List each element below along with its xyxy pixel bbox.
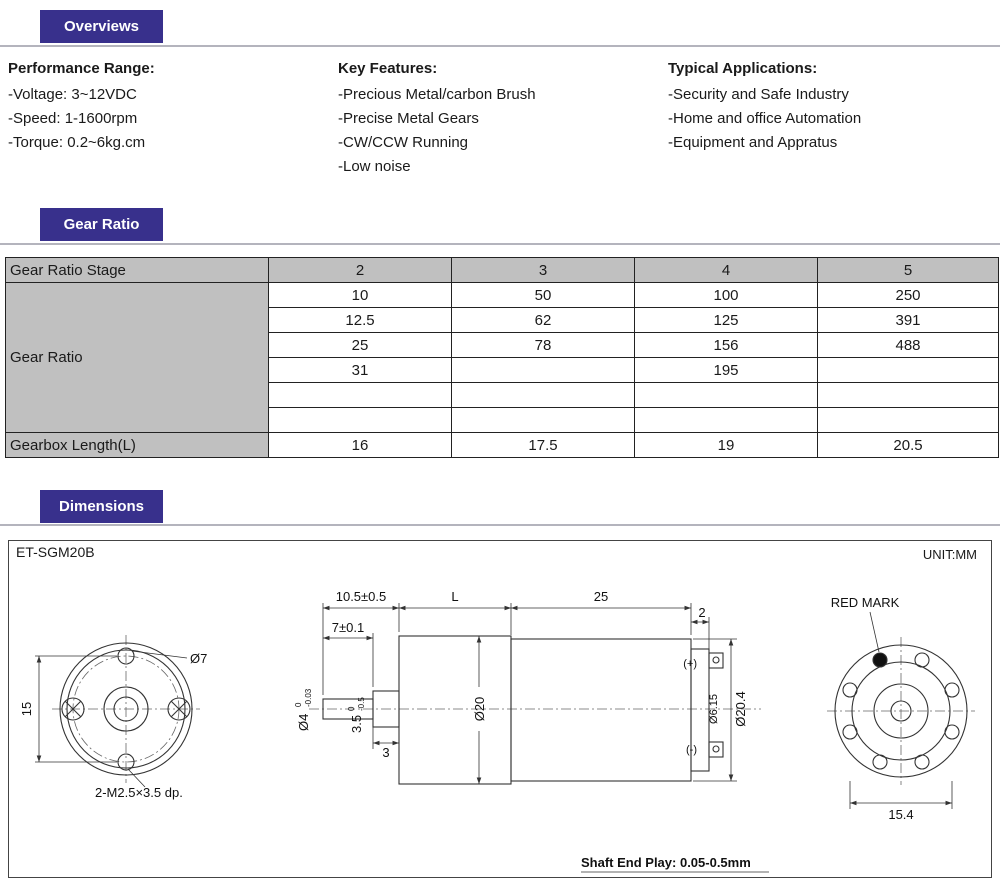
table-cell xyxy=(269,383,452,408)
dim-rear-width-label: 15.4 xyxy=(888,807,914,822)
section-header-overviews: Overviews xyxy=(40,10,163,43)
svg-text:0: 0 xyxy=(294,702,303,707)
svg-text:Ø20.4: Ø20.4 xyxy=(733,691,748,727)
shaft-end-play-note: Shaft End Play: 0.05-0.5mm xyxy=(581,855,751,870)
table-cell xyxy=(818,358,999,383)
rear-view xyxy=(827,637,975,785)
dia-motor-label xyxy=(733,691,748,726)
table-cell: 10 xyxy=(269,283,452,308)
table-cell: 19 xyxy=(635,433,818,458)
dimension-drawing-panel xyxy=(8,540,992,878)
table-cell xyxy=(818,383,999,408)
terminal-negative xyxy=(709,742,723,757)
table-corner-cell: Gear Ratio Stage xyxy=(6,258,269,283)
dim-shaft-total-label: 10.5±0.5 xyxy=(335,589,387,604)
column-heading: Key Features: xyxy=(338,60,438,77)
spec-item: -Precious Metal/carbon Brush xyxy=(338,86,536,103)
table-cell xyxy=(818,408,999,433)
table-cell: 12.5 xyxy=(269,308,452,333)
dia-gearbox-label xyxy=(472,697,487,722)
table-cell: 25 xyxy=(269,333,452,358)
dim-15-label: 15 xyxy=(19,701,34,717)
table-cell xyxy=(452,408,635,433)
section-divider xyxy=(0,243,1000,245)
table-cell: 78 xyxy=(452,333,635,358)
side-view-dimensions xyxy=(294,589,748,784)
dim-step-label: 3 xyxy=(382,745,390,760)
column-heading: Performance Range: xyxy=(8,60,155,77)
gearbox-body xyxy=(399,636,511,784)
table-cell: 488 xyxy=(818,333,999,358)
terminal-positive xyxy=(709,653,723,668)
dim-flat-label xyxy=(347,697,366,733)
model-number: ET-SGM20B xyxy=(16,544,95,560)
terminal-plus-label: (+) xyxy=(683,658,697,670)
motor-body xyxy=(511,639,691,781)
table-row xyxy=(6,433,999,458)
spec-item: -Speed: 1-1600rpm xyxy=(8,110,138,127)
spec-item: -Precise Metal Gears xyxy=(338,110,479,127)
table-row xyxy=(6,283,999,308)
svg-text:Ø20: Ø20 xyxy=(472,696,487,722)
section-header-gear-ratio: Gear Ratio xyxy=(40,208,163,241)
stage-header: 5 xyxy=(818,258,999,283)
table-cell: 16 xyxy=(269,433,452,458)
table-cell: 391 xyxy=(818,308,999,333)
table-cell: 31 xyxy=(269,358,452,383)
section-divider xyxy=(0,524,1000,526)
gear-ratio-table xyxy=(5,257,999,458)
spec-item: -CW/CCW Running xyxy=(338,134,469,151)
dia-7-label: Ø7 xyxy=(190,651,208,666)
section-divider xyxy=(0,45,1000,47)
svg-text:0: 0 xyxy=(347,706,356,711)
spec-item: -Security and Safe Industry xyxy=(668,86,849,103)
table-cell: 50 xyxy=(452,283,635,308)
table-cell: 100 xyxy=(635,283,818,308)
gearbox-length-row-label: Gearbox Length(L) xyxy=(6,433,269,458)
table-cell xyxy=(635,383,818,408)
table-cell: 125 xyxy=(635,308,818,333)
spec-item: -Low noise xyxy=(338,158,411,175)
dim-motor-length-label: 25 xyxy=(593,589,609,604)
table-cell: 17.5 xyxy=(452,433,635,458)
table-cell: 20.5 xyxy=(818,433,999,458)
table-header-row xyxy=(6,258,999,283)
terminal-minus-label: (-) xyxy=(686,744,697,756)
spec-item: -Torque: 0.2~6kg.cm xyxy=(8,134,146,151)
stage-header: 2 xyxy=(269,258,452,283)
dim-gearbox-length-label: L xyxy=(451,589,459,604)
stage-header: 4 xyxy=(635,258,818,283)
spec-item: -Voltage: 3~12VDC xyxy=(8,86,137,103)
dia-shaft-label xyxy=(294,688,313,731)
table-cell: 62 xyxy=(452,308,635,333)
table-cell: 195 xyxy=(635,358,818,383)
stage-header: 3 xyxy=(452,258,635,283)
dia-boss-label xyxy=(708,694,720,724)
performance-range-column xyxy=(8,60,155,155)
table-cell xyxy=(269,408,452,433)
section-header-dimensions: Dimensions xyxy=(40,490,163,523)
spec-item: -Equipment and Appratus xyxy=(668,134,838,151)
table-cell: 156 xyxy=(635,333,818,358)
svg-text:3.5: 3.5 xyxy=(349,714,364,733)
unit-label: UNIT:MM xyxy=(922,547,977,562)
dimension-drawing xyxy=(9,541,991,877)
svg-text:-0.5: -0.5 xyxy=(357,697,366,711)
table-cell xyxy=(635,408,818,433)
svg-text:Ø6.15: Ø6.15 xyxy=(708,694,720,724)
column-heading: Typical Applications: xyxy=(668,60,818,77)
front-view-dimensions xyxy=(19,651,207,800)
key-features-column xyxy=(338,60,536,179)
dim-shaft-step-label: 7±0.1 xyxy=(331,620,365,635)
svg-text:Ø4: Ø4 xyxy=(296,713,311,731)
typical-applications-column xyxy=(668,60,861,155)
table-cell xyxy=(452,358,635,383)
table-cell: 250 xyxy=(818,283,999,308)
dim-terminal-label: 2 xyxy=(698,605,706,620)
red-mark-label: RED MARK xyxy=(830,595,900,610)
red-mark-dot xyxy=(873,653,887,667)
spec-item: -Home and office Automation xyxy=(668,110,862,127)
table-cell xyxy=(452,383,635,408)
gear-ratio-row-label: Gear Ratio xyxy=(6,283,269,433)
svg-text:-0.03: -0.03 xyxy=(304,688,313,707)
screw-note-label: 2-M2.5×3.5 dp. xyxy=(95,785,183,800)
